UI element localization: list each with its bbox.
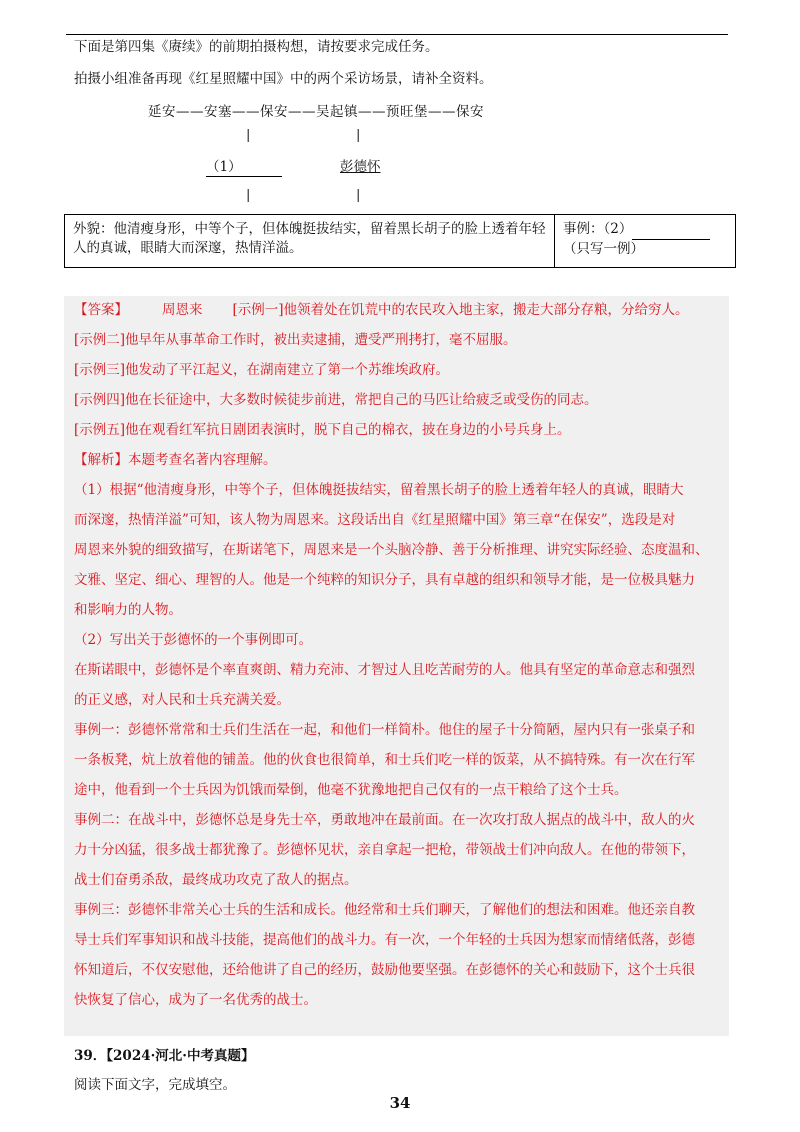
- case3-line: 事例三：彭德怀非常关心士兵的生活和成长。他经常和士兵们聊天，了解他们的想法和困难。他还亲自教: [74, 902, 695, 918]
- case2-line: 事例二：在战斗中，彭德怀总是身先士卒，勇敢地冲在最前面。在一次攻打敌人据点的战斗中，敌人的火: [74, 812, 695, 828]
- case3-line: 怀知道后，不仅安慰他，还给他讲了自己的经历，鼓励他要坚强。在彭德怀的关心和鼓励下，这个士兵很: [74, 962, 695, 978]
- analysis-p1-line: （1）根据“他清瘦身形，中等个子，但体魄挺拔结实，留着黑长胡子的脸上透着年轻人的真诚，眼睛大: [74, 482, 684, 498]
- info-table: [64, 214, 736, 268]
- analysis-p1-line: 周恩来外貌的细致描写，在斯诺笔下，周恩来是一个头脑冷静、善于分析推理、讲究实际经验、态度温和、: [74, 542, 709, 558]
- example-cell: [555, 215, 735, 277]
- answer-example-5: [示例五]他在观看红军抗日剧团表演时，脱下自己的棉衣，披在身边的小号兵身上。: [74, 422, 571, 438]
- route-text: 延安——安塞——保安——吴起镇——预旺堡——保安: [148, 104, 484, 120]
- case1-line: 事例一：彭德怀常常和士兵们生活在一起，和他们一样简朴。他住的屋子十分简陋，屋内只有一张桌子和: [74, 722, 695, 738]
- case2-line: 战士们奋勇杀敌，最终成功攻克了敌人的据点。: [74, 872, 358, 888]
- analysis-p3-line: 的正义感，对人民和士兵充满关爱。: [74, 692, 290, 708]
- top-rule: [66, 34, 728, 35]
- case3-line: 导士兵们军事知识和战斗技能，提高他们的战斗力。有一次，一个年轻的士兵因为想家而情绪低落，彭德: [74, 932, 695, 948]
- analysis-p1-line: 文雅、坚定、细心、理智的人。他是一个纯粹的知识分子，具有卓越的组织和领导才能，是一位极具魅力: [74, 572, 695, 588]
- analysis-label: 【解析】: [74, 452, 128, 468]
- analysis-intro: 本题考查名著内容理解。: [128, 452, 277, 468]
- answer-line: [74, 300, 689, 320]
- analysis-heading: [74, 450, 277, 470]
- answer-block: [64, 296, 729, 1036]
- question-39-title: 39．【2024·河北·中考真题】: [74, 1048, 255, 1064]
- blank-2: [632, 220, 710, 240]
- route-connector-left-lower: |: [246, 188, 251, 203]
- case1-line: 途中，他看到一个士兵因为饥饿而晕倒，他毫不犹豫地把自己仅有的一点干粮给了这个士兵。: [74, 782, 628, 798]
- answer-name: 周恩来: [162, 302, 203, 318]
- person-peng: 彭德怀: [340, 159, 381, 175]
- intro-text: 下面是第四集《赓续》的前期拍摄构想，请按要求完成任务。: [74, 39, 439, 55]
- case3-line: 快恢复了信心，成为了一名优秀的战士。: [74, 992, 317, 1008]
- route-connector-right-lower: |: [356, 188, 361, 203]
- answer-label: 【答案】: [74, 302, 128, 318]
- analysis-p2: （2）写出关于彭德怀的一个事例即可。: [74, 632, 313, 648]
- answer-example-3: [示例三]他发动了平江起义，在湖南建立了第一个苏维埃政府。: [74, 362, 450, 378]
- example-label: 事例：（2）: [563, 221, 633, 237]
- task-text: 拍摄小组准备再现《红星照耀中国》中的两个采访场景，请补全资料。: [74, 71, 493, 87]
- route-connector-left: |: [246, 128, 251, 143]
- blank-1: [206, 158, 282, 177]
- route-connector-right: |: [356, 128, 361, 143]
- answer-example-1: [示例一]他领着处在饥荒中的农民攻入地主家，搬走大部分存粮，分给穷人。: [232, 302, 689, 318]
- page-number: 34: [389, 1094, 411, 1112]
- example-note: （只写一例）: [563, 241, 644, 257]
- answer-example-4: [示例四]他在长征途中，大多数时候徒步前进，常把自己的马匹让给疲乏或受伤的同志。: [74, 392, 598, 408]
- analysis-p1-line: 和影响力的人物。: [74, 602, 182, 618]
- analysis-p1-line: 而深邃，热情洋溢”可知，该人物为周恩来。这段话出自《红星照耀中国》第三章“在保安”，选段是对: [74, 512, 676, 528]
- answer-example-2: [示例二]他早年从事革命工作时，被出卖逮捕，遭受严刑拷打，毫不屈服。: [74, 332, 517, 348]
- appearance-cell: 外貌：他清瘦身形，中等个子，但体魄挺拔结实，留着黑长胡子的脸上透着年轻人的真诚，眼睛大而深邃，热情洋溢。: [65, 215, 555, 267]
- case1-line: 一条板凳，炕上放着他的铺盖。他的伙食也很简单，和士兵们吃一样的饭菜，从不搞特殊。有一次在行军: [74, 752, 695, 768]
- analysis-p3-line: 在斯诺眼中，彭德怀是个率直爽朗、精力充沛、才智过人且吃苦耐劳的人。他具有坚定的革命意志和强烈: [74, 662, 695, 678]
- blank-1-label: （1）: [206, 159, 242, 175]
- question-39-prompt: 阅读下面文字，完成填空。: [74, 1077, 236, 1093]
- case2-line: 力十分凶猛，很多战士都犹豫了。彭德怀见状，亲自拿起一把枪，带领战士们冲向敌人。在他的带领下，: [74, 842, 695, 858]
